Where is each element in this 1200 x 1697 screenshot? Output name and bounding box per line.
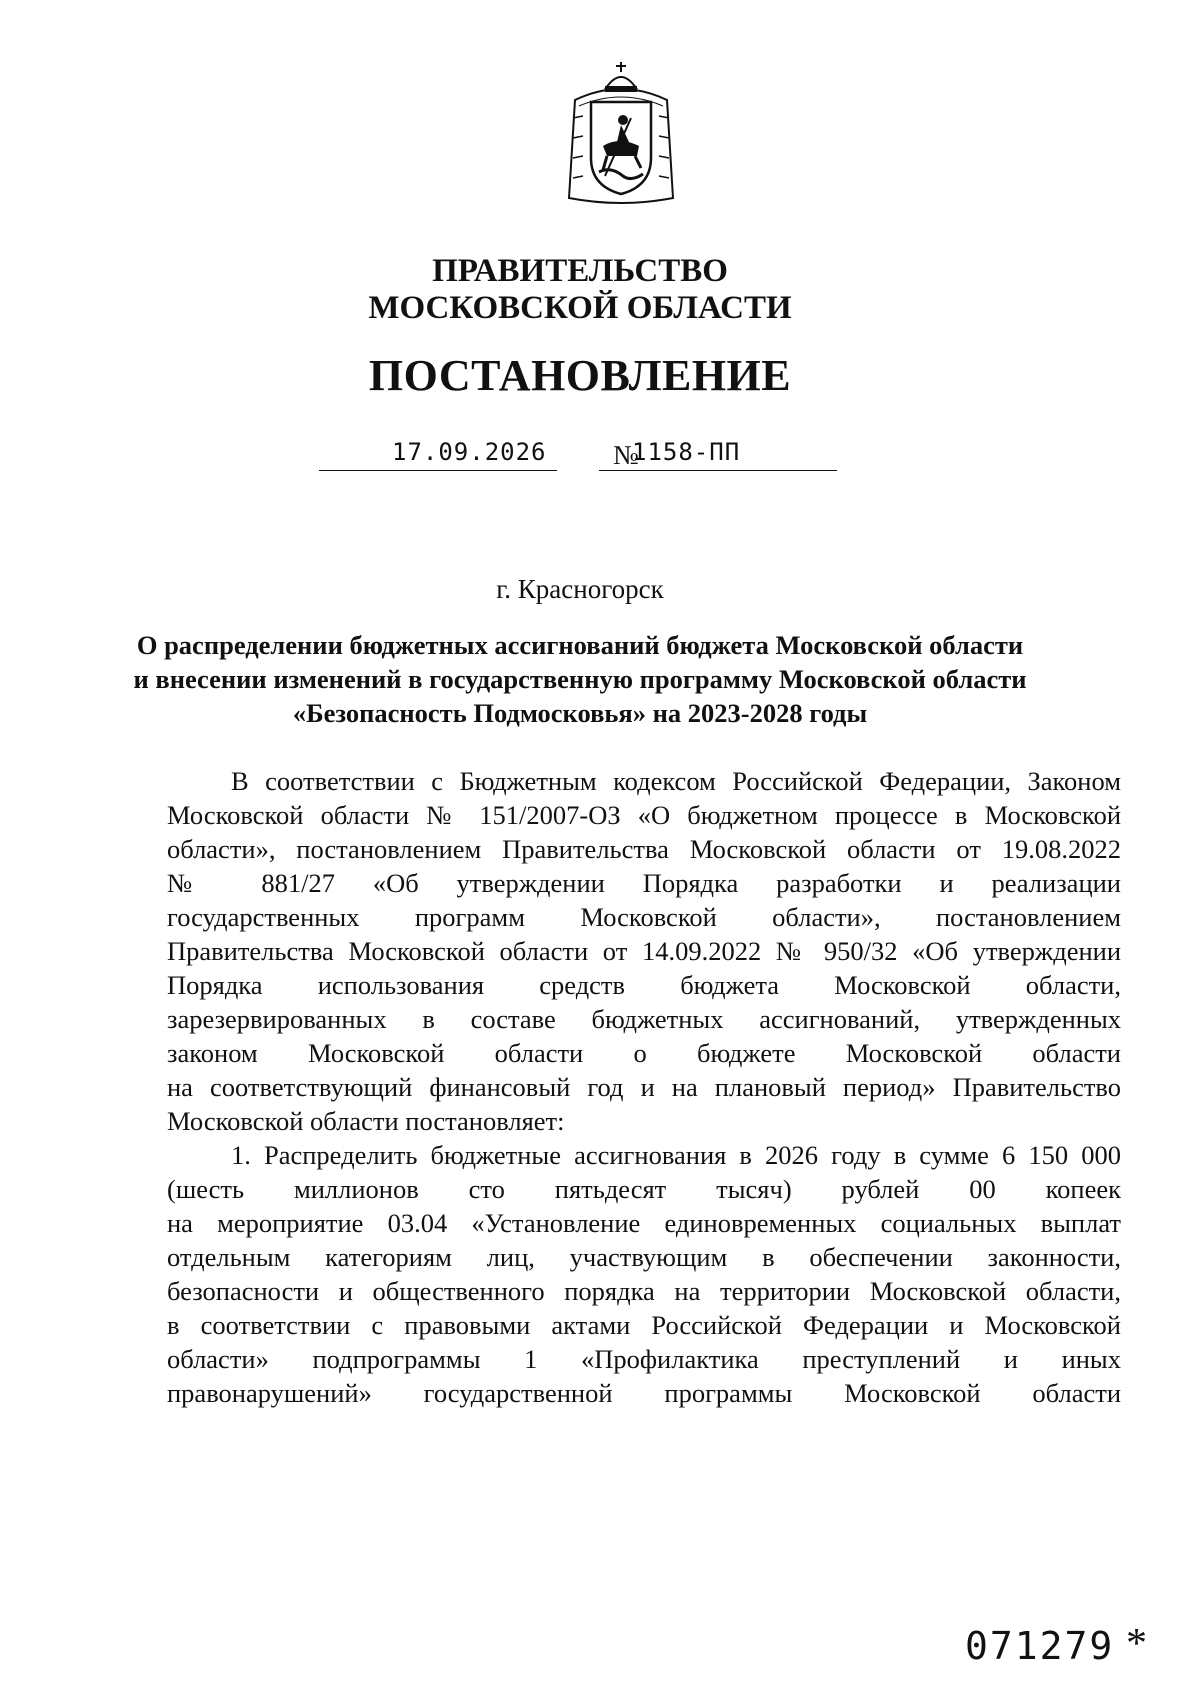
body-line: № 881/27 «Об утверждении Порядка разработки и реализации — [167, 868, 1121, 898]
body-line: на мероприятие 03.04 «Установление единовременных социальных выплат — [167, 1208, 1121, 1238]
number-underline — [599, 470, 837, 471]
body-line: в соответствии с правовыми актами Российской Федерации и Московской — [167, 1310, 1121, 1340]
body-line: Правительства Московской области от 14.09.2022 № 950/32 «Об утверждении — [167, 936, 1121, 966]
document-type: ПОСТАНОВЛЕНИЕ — [368, 351, 792, 400]
document-city: г. Красногорск — [496, 574, 664, 604]
heading-line: О распределении бюджетных ассигнований бюджета Московской области — [136, 630, 1024, 660]
body-line: Порядка использования средств бюджета Московской области, — [167, 970, 1121, 1000]
body-line: Московской области постановляет: — [167, 1106, 565, 1136]
document-number: 1158-ПП — [632, 438, 741, 466]
body-line: области», постановлением Правительства Московской области от 19.08.2022 — [167, 834, 1121, 864]
government-name-line2: МОСКОВСКОЙ ОБЛАСТИ — [368, 290, 792, 326]
coat-of-arms-icon — [561, 58, 681, 208]
government-name-line1: ПРАВИТЕЛЬСТВО — [432, 253, 728, 289]
asterisk-mark: * — [1126, 1621, 1147, 1667]
body-line: государственных программ Московской области», постановлением — [167, 902, 1121, 932]
heading-line: «Безопасность Подмосковья» на 2023-2028 годы — [292, 698, 868, 728]
date-underline — [319, 470, 557, 471]
body-line: безопасности и общественного порядка на территории Московской области, — [167, 1276, 1121, 1306]
serial-number: 071279 — [965, 1624, 1115, 1668]
body-line: правонарушений» государственной программы Московской области — [167, 1378, 1121, 1408]
body-line: области» подпрограммы 1 «Профилактика преступлений и иных — [167, 1344, 1121, 1374]
body-line: Московской области № 151/2007-ОЗ «О бюджетном процессе в Московской — [167, 800, 1121, 830]
body-line: отдельным категориям лиц, участвующим в обеспечении законности, — [167, 1242, 1121, 1272]
body-line: 1. Распределить бюджетные ассигнования в 2026 году в сумме 6 150 000 — [231, 1140, 1121, 1170]
body-line: законом Московской области о бюджете Московской области — [167, 1038, 1121, 1068]
body-line: на соответствующий финансовый год и на плановый период» Правительство — [167, 1072, 1121, 1102]
body-line: зарезервированных в составе бюджетных ассигнований, утвержденных — [167, 1004, 1121, 1034]
document-date: 17.09.2026 — [392, 438, 547, 466]
number-sign: № — [613, 440, 639, 470]
heading-line: и внесении изменений в государственную программу Московской области — [133, 664, 1027, 694]
body-line: (шесть миллионов сто пятьдесят тысяч) рублей 00 копеек — [167, 1174, 1121, 1204]
body-line: В соответствии с Бюджетным кодексом Российской Федерации, Законом — [231, 766, 1121, 796]
